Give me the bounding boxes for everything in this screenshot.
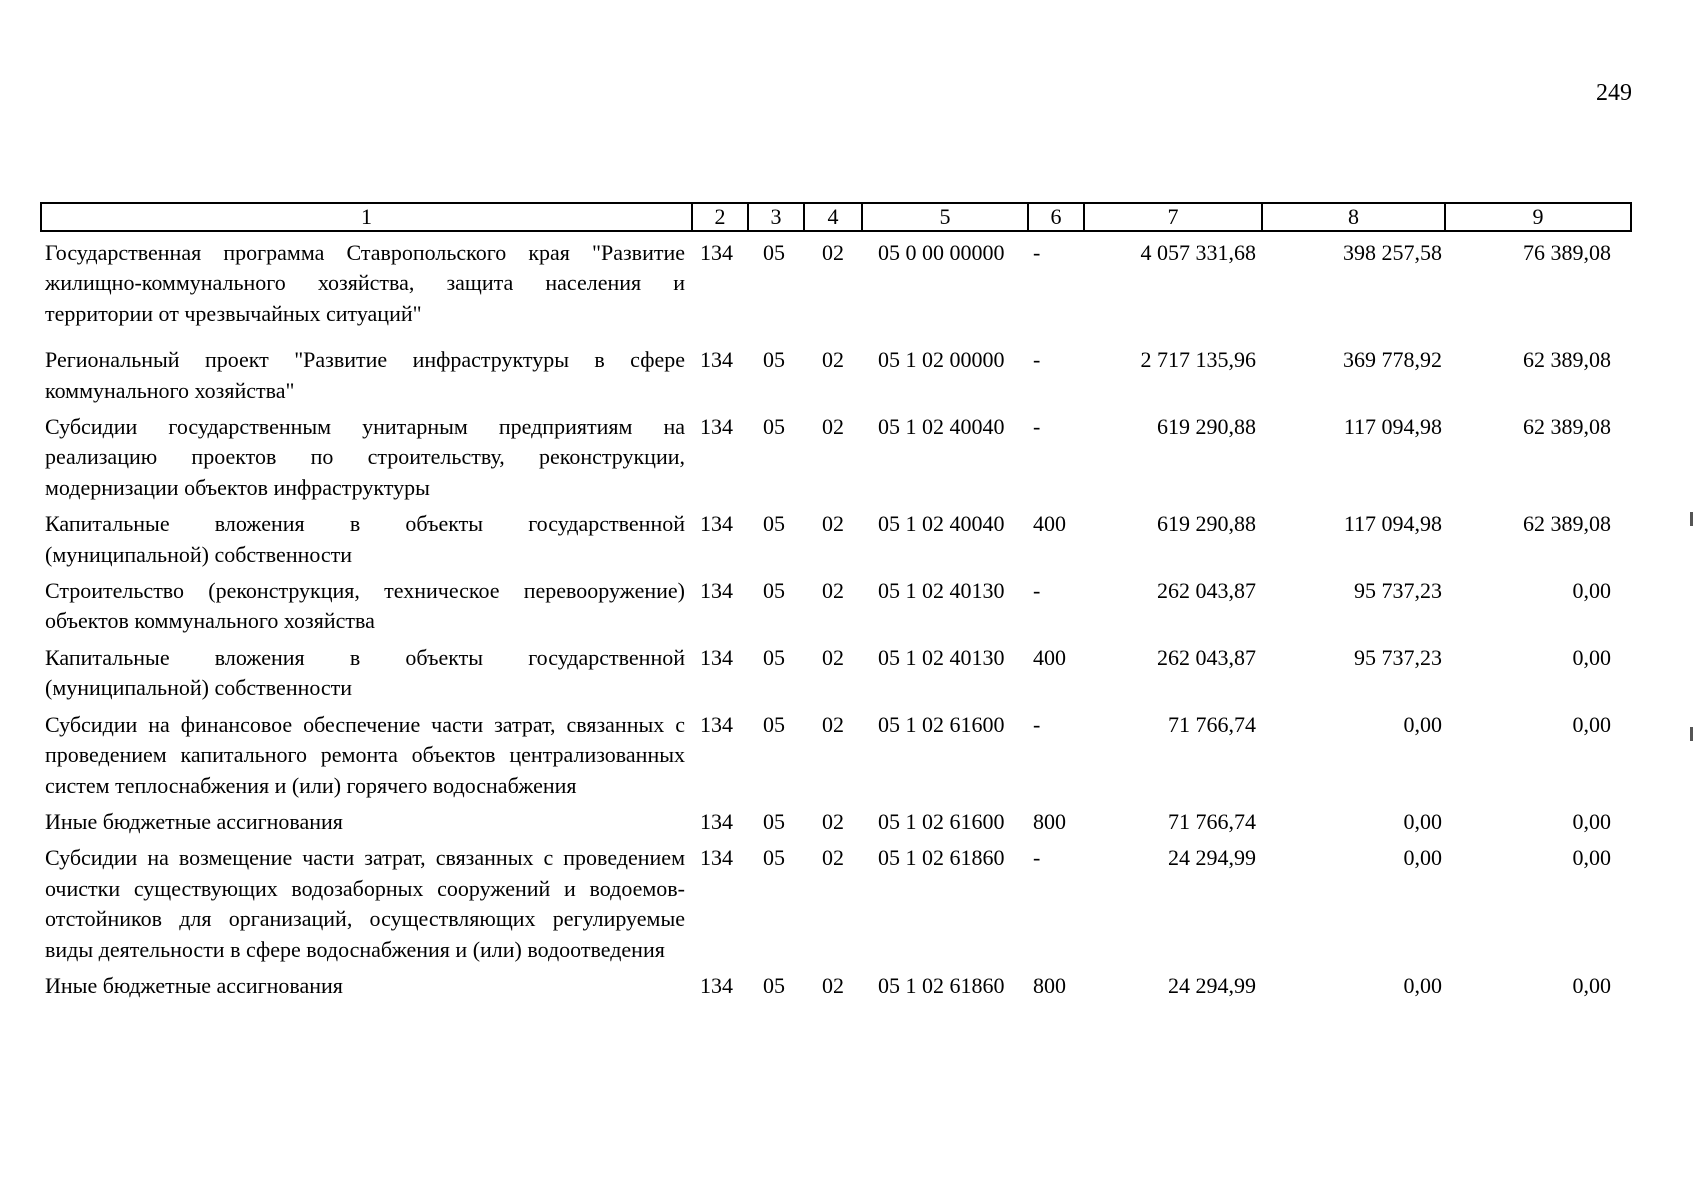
table-row (0, 704, 1695, 801)
cell-target-article: 05 1 02 40040 (878, 414, 1005, 440)
cell-admin-code: 134 (700, 414, 733, 440)
header-col-6: 6 (1029, 204, 1085, 230)
cell-amount-9: 62 389,08 (1523, 347, 1611, 373)
row-name: Капитальные вложения в объекты государственной (муниципальной) собственности (45, 511, 685, 567)
cell-amount-9: 76 389,08 (1523, 240, 1611, 265)
table-header (40, 202, 1632, 232)
cell-amount-9: 0,00 (1572, 845, 1611, 871)
cell-amount-8: 95 737,23 (1354, 578, 1442, 604)
cell-admin-code: 134 (700, 644, 733, 670)
cell-amount-9: 0,00 (1572, 972, 1611, 998)
table-row (0, 965, 1695, 1001)
row-spacer (0, 329, 1695, 339)
cell-amount-7: 71 766,74 (1168, 808, 1256, 834)
cell-expense-type: 800 (1033, 972, 1066, 998)
row-name: Иные бюджетные ассигнования (45, 808, 343, 834)
cell-amount-9: 62 389,08 (1523, 414, 1611, 440)
cell-target-article: 05 1 02 61600 (878, 808, 1005, 834)
table-body (0, 232, 1695, 1001)
cell-admin-code: 134 (700, 808, 733, 834)
cell-target-article: 05 1 02 61600 (878, 711, 1005, 737)
cell-admin-code: 134 (700, 240, 733, 265)
scan-margin-mark (1690, 512, 1693, 526)
cell-subsection: 02 (822, 414, 844, 440)
cell-expense-type: - (1033, 414, 1041, 440)
cell-amount-7: 2 717 135,96 (1140, 347, 1256, 373)
header-col-1: 1 (42, 204, 693, 230)
cell-amount-9: 0,00 (1572, 578, 1611, 604)
header-col-3: 3 (749, 204, 805, 230)
cell-amount-7: 262 043,87 (1157, 578, 1256, 604)
row-name: Государственная программа Ставропольского края "Развитие жилищно-коммунального хозяйства, защита населения и территории от чрезвычайных ситуаций" (45, 240, 685, 326)
table-row (0, 232, 1695, 329)
cell-target-article: 05 1 02 40130 (878, 644, 1005, 670)
cell-target-article: 05 0 00 00000 (878, 240, 1005, 265)
cell-subsection: 02 (822, 578, 844, 604)
header-col-8: 8 (1263, 204, 1446, 230)
cell-amount-8: 0,00 (1403, 845, 1442, 871)
table-row (0, 339, 1695, 406)
table-row (0, 406, 1695, 503)
cell-amount-9: 0,00 (1572, 808, 1611, 834)
table-row (0, 637, 1695, 704)
header-col-9: 9 (1532, 204, 1544, 229)
page-number: 249 (1596, 80, 1632, 106)
cell-expense-type: 400 (1033, 644, 1066, 670)
cell-subsection: 02 (822, 644, 844, 670)
cell-target-article: 05 1 02 40040 (878, 511, 1005, 537)
cell-subsection: 02 (822, 711, 844, 737)
cell-amount-9: 0,00 (1572, 644, 1611, 670)
cell-subsection: 02 (822, 511, 844, 537)
cell-section: 05 (763, 578, 785, 604)
cell-admin-code: 134 (700, 511, 733, 537)
cell-amount-7: 262 043,87 (1157, 644, 1256, 670)
cell-target-article: 05 1 02 40130 (878, 578, 1005, 604)
cell-subsection: 02 (822, 972, 844, 998)
header-col-7: 7 (1085, 204, 1263, 230)
row-name: Строительство (реконструкция, техническое перевооружение) объектов коммунального хозяйства (45, 578, 685, 634)
cell-amount-7: 24 294,99 (1168, 972, 1256, 998)
cell-expense-type: - (1033, 578, 1041, 604)
header-col-2: 2 (693, 204, 749, 230)
cell-amount-8: 369 778,92 (1343, 347, 1442, 373)
cell-admin-code: 134 (700, 347, 733, 373)
cell-amount-7: 24 294,99 (1168, 845, 1256, 871)
cell-expense-type: - (1033, 347, 1041, 373)
cell-admin-code: 134 (700, 845, 733, 871)
cell-section: 05 (763, 347, 785, 373)
table-row (0, 837, 1695, 965)
header-col-5: 5 (863, 204, 1029, 230)
table-row (0, 503, 1695, 570)
cell-section: 05 (763, 644, 785, 670)
row-name: Региональный проект "Развитие инфраструктуры в сфере коммунального хозяйства" (45, 347, 685, 403)
cell-amount-9: 0,00 (1572, 711, 1611, 737)
table-row (0, 801, 1695, 837)
scan-margin-mark (1690, 727, 1693, 741)
cell-section: 05 (763, 240, 785, 265)
cell-amount-8: 95 737,23 (1354, 644, 1442, 670)
cell-amount-7: 71 766,74 (1168, 711, 1256, 737)
cell-admin-code: 134 (700, 711, 733, 737)
cell-section: 05 (763, 808, 785, 834)
cell-section: 05 (763, 972, 785, 998)
cell-expense-type: - (1033, 240, 1041, 265)
cell-target-article: 05 1 02 61860 (878, 972, 1005, 998)
cell-amount-8: 0,00 (1403, 972, 1442, 998)
cell-expense-type: 400 (1033, 511, 1066, 537)
cell-section: 05 (763, 845, 785, 871)
cell-subsection: 02 (822, 240, 844, 265)
row-name: Субсидии государственным унитарным предприятиям на реализацию проектов по строительству, реконструкции, модернизации объектов инфраструктуры (45, 414, 685, 500)
cell-amount-7: 4 057 331,68 (1140, 240, 1256, 265)
cell-amount-8: 0,00 (1403, 711, 1442, 737)
cell-target-article: 05 1 02 61860 (878, 845, 1005, 871)
cell-amount-8: 117 094,98 (1343, 511, 1442, 537)
cell-amount-7: 619 290,88 (1157, 511, 1256, 537)
cell-section: 05 (763, 414, 785, 440)
table-row (0, 570, 1695, 637)
cell-section: 05 (763, 511, 785, 537)
cell-admin-code: 134 (700, 578, 733, 604)
cell-amount-8: 117 094,98 (1343, 414, 1442, 440)
row-name: Субсидии на финансовое обеспечение части затрат, связанных с проведением капитального ремонта объектов централизованных систем теплоснабжения и (или) горячего водоснабжения (45, 711, 685, 798)
row-name: Иные бюджетные ассигнования (45, 972, 343, 998)
cell-expense-type: 800 (1033, 808, 1066, 834)
cell-section: 05 (763, 711, 785, 737)
cell-expense-type: - (1033, 845, 1041, 871)
cell-amount-7: 619 290,88 (1157, 414, 1256, 440)
cell-subsection: 02 (822, 808, 844, 834)
row-name: Капитальные вложения в объекты государственной (муниципальной) собственности (45, 644, 685, 701)
cell-amount-8: 0,00 (1403, 808, 1442, 834)
cell-subsection: 02 (822, 347, 844, 373)
header-col-4: 4 (805, 204, 863, 230)
row-name: Субсидии на возмещение части затрат, связанных с проведением очистки существующих водозаборных сооружений и водоемов-отстойников для организаций, осуществляющих регулируемые виды деятельности в сфере водоснабжения и (или) водоотведения (45, 845, 685, 962)
cell-amount-9: 62 389,08 (1523, 511, 1611, 537)
cell-amount-8: 398 257,58 (1343, 240, 1442, 265)
cell-target-article: 05 1 02 00000 (878, 347, 1005, 373)
cell-subsection: 02 (822, 845, 844, 871)
cell-admin-code: 134 (700, 972, 733, 998)
cell-expense-type: - (1033, 711, 1041, 737)
